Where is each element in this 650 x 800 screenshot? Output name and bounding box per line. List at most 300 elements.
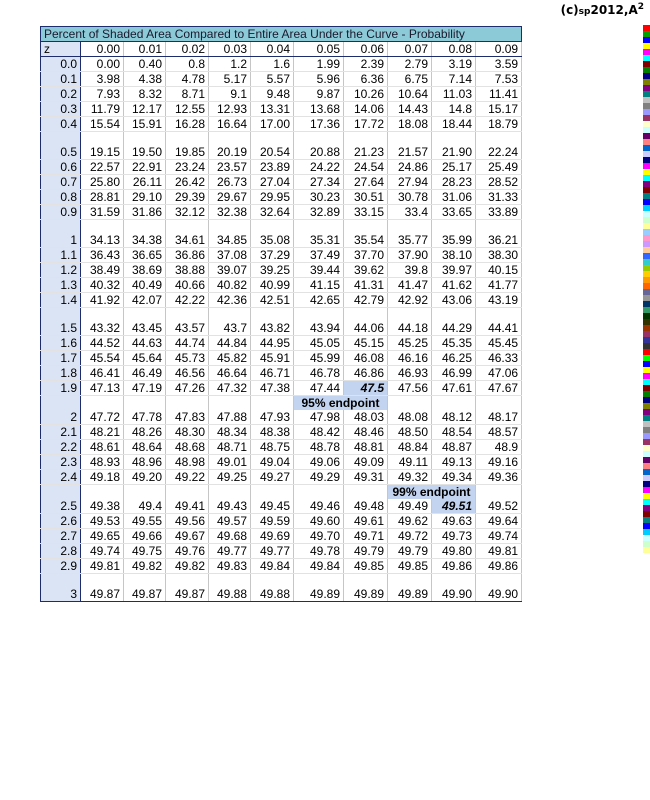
z-value: 2.1 [41, 425, 81, 440]
probability-cell: 0.40 [124, 57, 166, 72]
probability-cell: 48.38 [251, 425, 294, 440]
z-cell [41, 132, 81, 146]
empty-cell [124, 574, 166, 588]
probability-cell: 12.93 [209, 102, 251, 117]
probability-cell: 32.64 [251, 205, 294, 220]
probability-cell: 49.59 [251, 514, 294, 529]
probability-cell: 46.16 [388, 351, 432, 366]
probability-cell: 23.57 [209, 160, 251, 175]
probability-cell: 37.90 [388, 248, 432, 263]
empty-cell [81, 308, 124, 322]
empty-cell [388, 132, 432, 146]
probability-cell: 12.17 [124, 102, 166, 117]
z-value: 0.0 [41, 57, 81, 72]
probability-cell: 7.53 [476, 72, 522, 87]
probability-cell: 49.22 [166, 470, 209, 485]
probability-cell: 49.89 [344, 587, 388, 602]
probability-cell: 49.86 [432, 559, 476, 574]
empty-cell [124, 132, 166, 146]
probability-cell: 39.97 [432, 263, 476, 278]
column-header-row [41, 42, 522, 57]
empty-cell [251, 485, 294, 500]
table-row [41, 529, 522, 544]
column-header: 0.04 [251, 42, 294, 57]
probability-cell: 49.45 [251, 499, 294, 514]
probability-cell: 48.57 [476, 425, 522, 440]
probability-cell: 49.48 [344, 499, 388, 514]
probability-cell: 48.75 [251, 440, 294, 455]
empty-cell [294, 132, 344, 146]
z-value: 1.3 [41, 278, 81, 293]
probability-cell: 14.43 [388, 102, 432, 117]
empty-cell [476, 574, 522, 588]
probability-cell: 34.38 [124, 233, 166, 248]
probability-cell: 49.73 [432, 529, 476, 544]
table-row [41, 544, 522, 559]
probability-cell: 49.74 [81, 544, 124, 559]
probability-cell: 49.82 [124, 559, 166, 574]
probability-cell: 36.43 [81, 248, 124, 263]
probability-cell: 45.25 [388, 336, 432, 351]
probability-cell: 45.54 [81, 351, 124, 366]
endpoint-label: 99% endpoint [388, 485, 476, 500]
probability-cell: 49.69 [251, 529, 294, 544]
endpoint-label: 95% endpoint [294, 396, 388, 411]
probability-cell: 48.84 [388, 440, 432, 455]
probability-cell: 15.91 [124, 117, 166, 132]
empty-cell [294, 220, 344, 234]
probability-cell: 36.65 [124, 248, 166, 263]
probability-cell: 49.4 [124, 499, 166, 514]
probability-cell: 39.8 [388, 263, 432, 278]
z-header: z [41, 42, 81, 57]
probability-cell: 37.70 [344, 248, 388, 263]
empty-cell [81, 485, 124, 500]
probability-cell: 26.73 [209, 175, 251, 190]
probability-cell: 6.75 [388, 72, 432, 87]
probability-cell: 1.2 [209, 57, 251, 72]
column-header: 0.02 [166, 42, 209, 57]
probability-cell: 9.87 [294, 87, 344, 102]
probability-cell: 48.21 [81, 425, 124, 440]
probability-cell: 44.84 [209, 336, 251, 351]
z-value: 2.8 [41, 544, 81, 559]
empty-cell [388, 220, 432, 234]
z-value: 1 [41, 233, 81, 248]
probability-cell: 45.91 [251, 351, 294, 366]
probability-cell: 48.81 [344, 440, 388, 455]
probability-cell: 35.99 [432, 233, 476, 248]
probability-cell: 49.41 [166, 499, 209, 514]
z-value: 0.5 [41, 145, 81, 160]
table-row [41, 102, 522, 117]
probability-cell: 43.19 [476, 293, 522, 308]
probability-cell: 39.44 [294, 263, 344, 278]
probability-cell: 26.42 [166, 175, 209, 190]
probability-cell: 34.13 [81, 233, 124, 248]
z-table-container [40, 26, 521, 602]
probability-cell: 47.72 [81, 410, 124, 425]
probability-cell: 49.71 [344, 529, 388, 544]
empty-cell [209, 220, 251, 234]
empty-cell [432, 132, 476, 146]
empty-cell [251, 220, 294, 234]
empty-cell [166, 396, 209, 411]
table-row [41, 87, 522, 102]
probability-cell: 29.67 [209, 190, 251, 205]
probability-cell: 9.48 [251, 87, 294, 102]
probability-cell: 33.89 [476, 205, 522, 220]
probability-cell: 38.88 [166, 263, 209, 278]
table-row [41, 587, 522, 602]
probability-cell: 49.06 [294, 455, 344, 470]
z-cell [41, 485, 81, 500]
z-value: 1.1 [41, 248, 81, 263]
table-row [41, 410, 522, 425]
probability-cell: 48.64 [124, 440, 166, 455]
probability-cell: 43.7 [209, 321, 251, 336]
z-value: 2.4 [41, 470, 81, 485]
probability-cell: 26.11 [124, 175, 166, 190]
table-row [41, 455, 522, 470]
probability-cell: 49.74 [476, 529, 522, 544]
empty-cell [294, 308, 344, 322]
probability-cell: 48.08 [388, 410, 432, 425]
probability-cell: 23.24 [166, 160, 209, 175]
probability-cell: 46.64 [209, 366, 251, 381]
probability-cell: 46.93 [388, 366, 432, 381]
probability-cell: 32.38 [209, 205, 251, 220]
column-header: 0.07 [388, 42, 432, 57]
table-row [41, 57, 522, 72]
probability-cell: 43.82 [251, 321, 294, 336]
probability-cell: 41.47 [388, 278, 432, 293]
probability-cell: 16.64 [209, 117, 251, 132]
probability-cell: 49.79 [344, 544, 388, 559]
probability-cell: 31.59 [81, 205, 124, 220]
probability-cell: 47.32 [209, 381, 251, 396]
probability-cell: 14.06 [344, 102, 388, 117]
probability-cell: 0.00 [81, 57, 124, 72]
empty-cell [476, 396, 522, 411]
z-value: 0.1 [41, 72, 81, 87]
probability-cell: 48.50 [388, 425, 432, 440]
probability-cell: 30.51 [344, 190, 388, 205]
probability-cell: 49.01 [209, 455, 251, 470]
table-title: Percent of Shaded Area Compared to Entire Area Under the Curve - Probability [41, 27, 522, 42]
probability-cell: 1.6 [251, 57, 294, 72]
probability-cell: 49.09 [344, 455, 388, 470]
probability-cell: 48.54 [432, 425, 476, 440]
probability-cell: 49.90 [476, 587, 522, 602]
probability-cell: 34.61 [166, 233, 209, 248]
probability-cell: 48.30 [166, 425, 209, 440]
probability-cell: 47.67 [476, 381, 522, 396]
probability-cell: 38.69 [124, 263, 166, 278]
empty-cell [166, 220, 209, 234]
empty-cell [209, 308, 251, 322]
probability-cell: 21.57 [388, 145, 432, 160]
probability-cell: 46.71 [251, 366, 294, 381]
z-cell [41, 396, 81, 411]
probability-cell: 46.41 [81, 366, 124, 381]
probability-cell: 11.79 [81, 102, 124, 117]
probability-cell: 33.4 [388, 205, 432, 220]
table-title-row [41, 27, 522, 42]
probability-cell: 29.10 [124, 190, 166, 205]
probability-cell: 45.35 [432, 336, 476, 351]
probability-cell: 47.06 [476, 366, 522, 381]
table-row [41, 205, 522, 220]
z-value: 1.4 [41, 293, 81, 308]
probability-cell: 35.77 [388, 233, 432, 248]
spacer-row [41, 132, 522, 146]
probability-cell: 49.62 [388, 514, 432, 529]
probability-cell: 21.90 [432, 145, 476, 160]
probability-cell: 18.79 [476, 117, 522, 132]
probability-cell: 49.16 [476, 455, 522, 470]
probability-cell: 49.72 [388, 529, 432, 544]
annotation-row [41, 485, 522, 500]
color-palette-strip [643, 25, 650, 553]
empty-cell [344, 485, 388, 500]
probability-cell: 38.30 [476, 248, 522, 263]
table-row [41, 499, 522, 514]
probability-cell: 49.79 [388, 544, 432, 559]
probability-cell: 45.05 [294, 336, 344, 351]
probability-cell: 3.59 [476, 57, 522, 72]
column-header: 0.09 [476, 42, 522, 57]
table-row [41, 175, 522, 190]
probability-cell: 27.64 [344, 175, 388, 190]
probability-cell: 49.81 [81, 559, 124, 574]
column-header: 0.06 [344, 42, 388, 57]
probability-cell: 49.82 [166, 559, 209, 574]
probability-cell: 49.43 [209, 499, 251, 514]
empty-cell [209, 396, 251, 411]
probability-cell: 17.00 [251, 117, 294, 132]
table-row [41, 117, 522, 132]
spacer-row [41, 220, 522, 234]
empty-cell [294, 574, 344, 588]
probability-cell: 47.38 [251, 381, 294, 396]
z-value: 2.5 [41, 499, 81, 514]
probability-cell: 48.46 [344, 425, 388, 440]
probability-cell: 32.12 [166, 205, 209, 220]
probability-cell: 49.63 [432, 514, 476, 529]
probability-cell: 25.17 [432, 160, 476, 175]
empty-cell [124, 220, 166, 234]
empty-cell [81, 220, 124, 234]
probability-cell: 49.77 [209, 544, 251, 559]
z-value: 1.2 [41, 263, 81, 278]
copyright-notice: $(c)sp2012,A^2$ [560, 2, 644, 17]
probability-cell: 44.63 [124, 336, 166, 351]
probability-cell: 7.14 [432, 72, 476, 87]
probability-cell: 13.31 [251, 102, 294, 117]
probability-cell: 49.32 [388, 470, 432, 485]
probability-cell: 49.55 [124, 514, 166, 529]
probability-cell: 47.83 [166, 410, 209, 425]
z-value: 1.9 [41, 381, 81, 396]
z-value: 2.7 [41, 529, 81, 544]
probability-cell: 45.73 [166, 351, 209, 366]
probability-cell: 18.08 [388, 117, 432, 132]
probability-cell: 8.71 [166, 87, 209, 102]
empty-cell [251, 396, 294, 411]
probability-cell: 47.88 [209, 410, 251, 425]
empty-cell [166, 574, 209, 588]
probability-cell: 5.17 [209, 72, 251, 87]
table-row [41, 160, 522, 175]
probability-cell: 47.26 [166, 381, 209, 396]
probability-cell: 10.26 [344, 87, 388, 102]
probability-cell: 36.86 [166, 248, 209, 263]
probability-cell: 18.44 [432, 117, 476, 132]
probability-cell: 5.96 [294, 72, 344, 87]
probability-cell: 3.19 [432, 57, 476, 72]
table-row [41, 190, 522, 205]
probability-cell: 17.72 [344, 117, 388, 132]
probability-cell: 4.78 [166, 72, 209, 87]
probability-cell: 23.89 [251, 160, 294, 175]
probability-cell: 49.38 [81, 499, 124, 514]
probability-cell: 48.17 [476, 410, 522, 425]
probability-cell: 22.57 [81, 160, 124, 175]
empty-cell [81, 574, 124, 588]
probability-cell: 48.78 [294, 440, 344, 455]
table-row [41, 336, 522, 351]
probability-cell: 4.38 [124, 72, 166, 87]
empty-cell [476, 132, 522, 146]
probability-cell: 36.21 [476, 233, 522, 248]
probability-cell: 42.79 [344, 293, 388, 308]
empty-cell [476, 485, 522, 500]
probability-cell: 49.85 [388, 559, 432, 574]
probability-cell: 49.81 [476, 544, 522, 559]
probability-cell: 49.88 [251, 587, 294, 602]
table-row [41, 321, 522, 336]
probability-cell: 43.94 [294, 321, 344, 336]
probability-cell: 2.79 [388, 57, 432, 72]
empty-cell [81, 396, 124, 411]
empty-cell [388, 308, 432, 322]
probability-cell: 41.31 [344, 278, 388, 293]
probability-cell: 49.56 [166, 514, 209, 529]
z-cell [41, 308, 81, 322]
z-value: 2.3 [41, 455, 81, 470]
probability-cell: 49.88 [209, 587, 251, 602]
probability-cell: 49.87 [81, 587, 124, 602]
table-row [41, 233, 522, 248]
probability-cell: 47.44 [294, 381, 344, 396]
column-header: 0.05 [294, 42, 344, 57]
table-row [41, 366, 522, 381]
probability-cell: 44.29 [432, 321, 476, 336]
empty-cell [432, 574, 476, 588]
probability-cell: 30.23 [294, 190, 344, 205]
probability-cell: 48.9 [476, 440, 522, 455]
probability-cell: 46.33 [476, 351, 522, 366]
probability-cell: 47.19 [124, 381, 166, 396]
probability-cell: 22.91 [124, 160, 166, 175]
probability-cell: 32.89 [294, 205, 344, 220]
column-header: 0.08 [432, 42, 476, 57]
probability-cell: 37.08 [209, 248, 251, 263]
empty-cell [432, 308, 476, 322]
probability-cell: 49.68 [209, 529, 251, 544]
probability-cell: 49.20 [124, 470, 166, 485]
probability-cell: 46.99 [432, 366, 476, 381]
probability-cell: 12.55 [166, 102, 209, 117]
probability-cell: 49.75 [124, 544, 166, 559]
probability-cell: 33.65 [432, 205, 476, 220]
empty-cell [432, 396, 476, 411]
probability-cell: 35.54 [344, 233, 388, 248]
z-value: 1.8 [41, 366, 81, 381]
probability-cell: 49.18 [81, 470, 124, 485]
probability-cell: 43.06 [432, 293, 476, 308]
probability-cell: 47.78 [124, 410, 166, 425]
probability-cell: 46.08 [344, 351, 388, 366]
probability-cell: 19.85 [166, 145, 209, 160]
probability-cell: 49.66 [124, 529, 166, 544]
probability-cell: 16.28 [166, 117, 209, 132]
probability-cell: 47.98 [294, 410, 344, 425]
probability-cell: 48.03 [344, 410, 388, 425]
empty-cell [251, 132, 294, 146]
probability-cell: 40.15 [476, 263, 522, 278]
probability-cell: 40.66 [166, 278, 209, 293]
table-row [41, 248, 522, 263]
probability-cell: 44.74 [166, 336, 209, 351]
probability-cell: 49.29 [294, 470, 344, 485]
probability-cell: 21.23 [344, 145, 388, 160]
probability-cell: 42.07 [124, 293, 166, 308]
probability-cell: 39.62 [344, 263, 388, 278]
empty-cell [344, 132, 388, 146]
probability-cell: 3.98 [81, 72, 124, 87]
probability-cell: 0.8 [166, 57, 209, 72]
z-value: 2.9 [41, 559, 81, 574]
empty-cell [388, 396, 432, 411]
table-row [41, 293, 522, 308]
z-probability-table [40, 26, 522, 602]
probability-cell: 46.86 [344, 366, 388, 381]
empty-cell [476, 308, 522, 322]
probability-cell: 49.60 [294, 514, 344, 529]
empty-cell [209, 132, 251, 146]
empty-cell [294, 485, 344, 500]
probability-cell: 49.89 [294, 587, 344, 602]
spacer-row [41, 574, 522, 588]
probability-cell: 44.41 [476, 321, 522, 336]
probability-cell: 47.93 [251, 410, 294, 425]
probability-cell: 49.65 [81, 529, 124, 544]
empty-cell [344, 308, 388, 322]
probability-cell: 39.25 [251, 263, 294, 278]
probability-cell: 22.24 [476, 145, 522, 160]
probability-cell: 45.15 [344, 336, 388, 351]
probability-cell: 49.53 [81, 514, 124, 529]
probability-cell: 2.39 [344, 57, 388, 72]
probability-cell: 40.99 [251, 278, 294, 293]
probability-cell: 49.57 [209, 514, 251, 529]
probability-cell: 14.8 [432, 102, 476, 117]
probability-cell: 35.31 [294, 233, 344, 248]
probability-cell: 48.98 [166, 455, 209, 470]
column-header: 0.00 [81, 42, 124, 57]
